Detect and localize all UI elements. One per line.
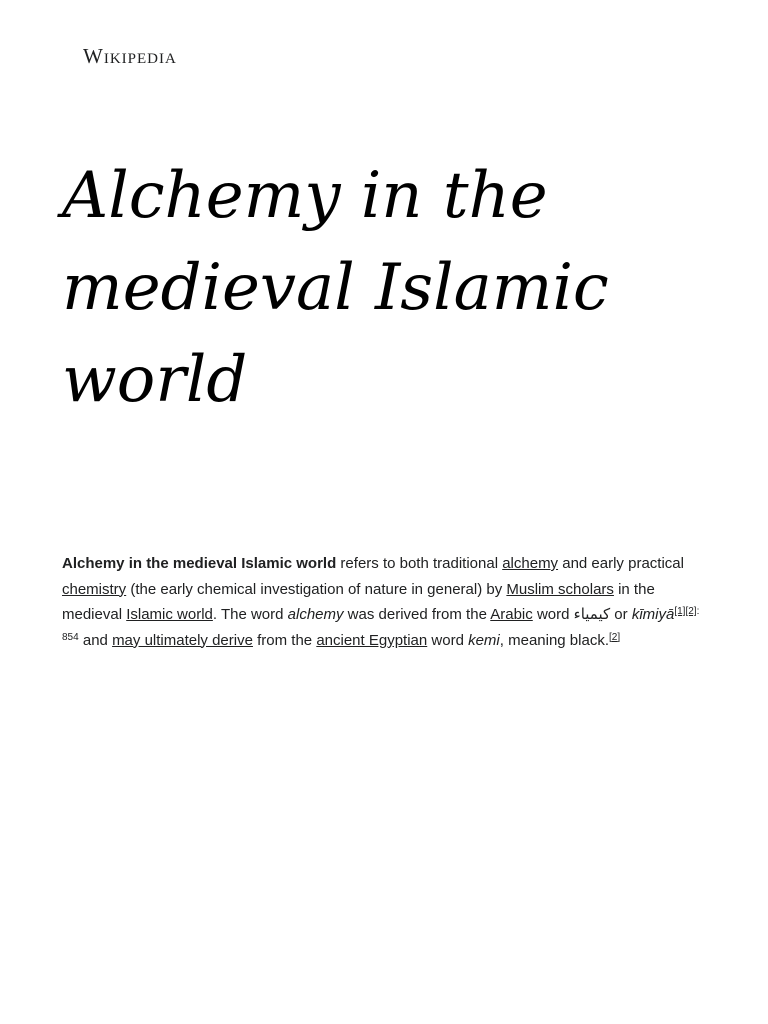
link-islamic-world[interactable]: Islamic world — [126, 606, 213, 623]
lead-paragraph — [62, 551, 710, 653]
wikipedia-logo[interactable]: Wikipedia — [83, 44, 177, 68]
lead-text: (the early chemical investigation of nature in general) by — [126, 580, 507, 598]
italic-alchemy: alchemy — [287, 606, 344, 623]
lead-text: refers to both traditional — [336, 555, 503, 572]
link-alchemy[interactable]: alchemy — [502, 555, 559, 572]
lead-text: from the — [252, 631, 317, 649]
lead-text: . The word — [212, 606, 288, 623]
lead-text: was derived from the — [343, 606, 491, 623]
page-title: Alchemy in the medieval Islamic world — [62, 159, 609, 417]
bold-subject: Alchemy in the medieval Islamic world — [62, 555, 337, 572]
lead-text: word — [532, 606, 574, 623]
lead-text: word — [427, 631, 469, 649]
citation-1[interactable]: [1] — [674, 606, 686, 617]
citation-page: : 854 — [62, 606, 700, 643]
lead-text: and — [78, 631, 113, 649]
lead-text: or — [610, 606, 632, 623]
citation-2[interactable]: [2] — [609, 631, 621, 643]
arabic-word: كيمياء — [573, 606, 611, 623]
lead-text: in the medieval — [62, 580, 655, 623]
citation-group — [609, 632, 620, 643]
italic-kimiya: kīmiyā — [631, 606, 675, 623]
link-ancient-egyptian[interactable]: ancient Egyptian — [316, 631, 428, 649]
lead-text: and early practical — [558, 555, 684, 572]
link-arabic[interactable]: Arabic — [490, 606, 533, 623]
lead-text: , meaning black. — [499, 631, 609, 649]
citation-2[interactable]: [2] — [685, 606, 697, 617]
italic-kemi: kemi — [468, 631, 500, 649]
link-chemistry[interactable]: chemistry — [62, 580, 127, 598]
link-may-ultimately-derive[interactable]: may ultimately derive — [112, 631, 253, 649]
link-muslim-scholars[interactable]: Muslim scholars — [506, 580, 614, 598]
